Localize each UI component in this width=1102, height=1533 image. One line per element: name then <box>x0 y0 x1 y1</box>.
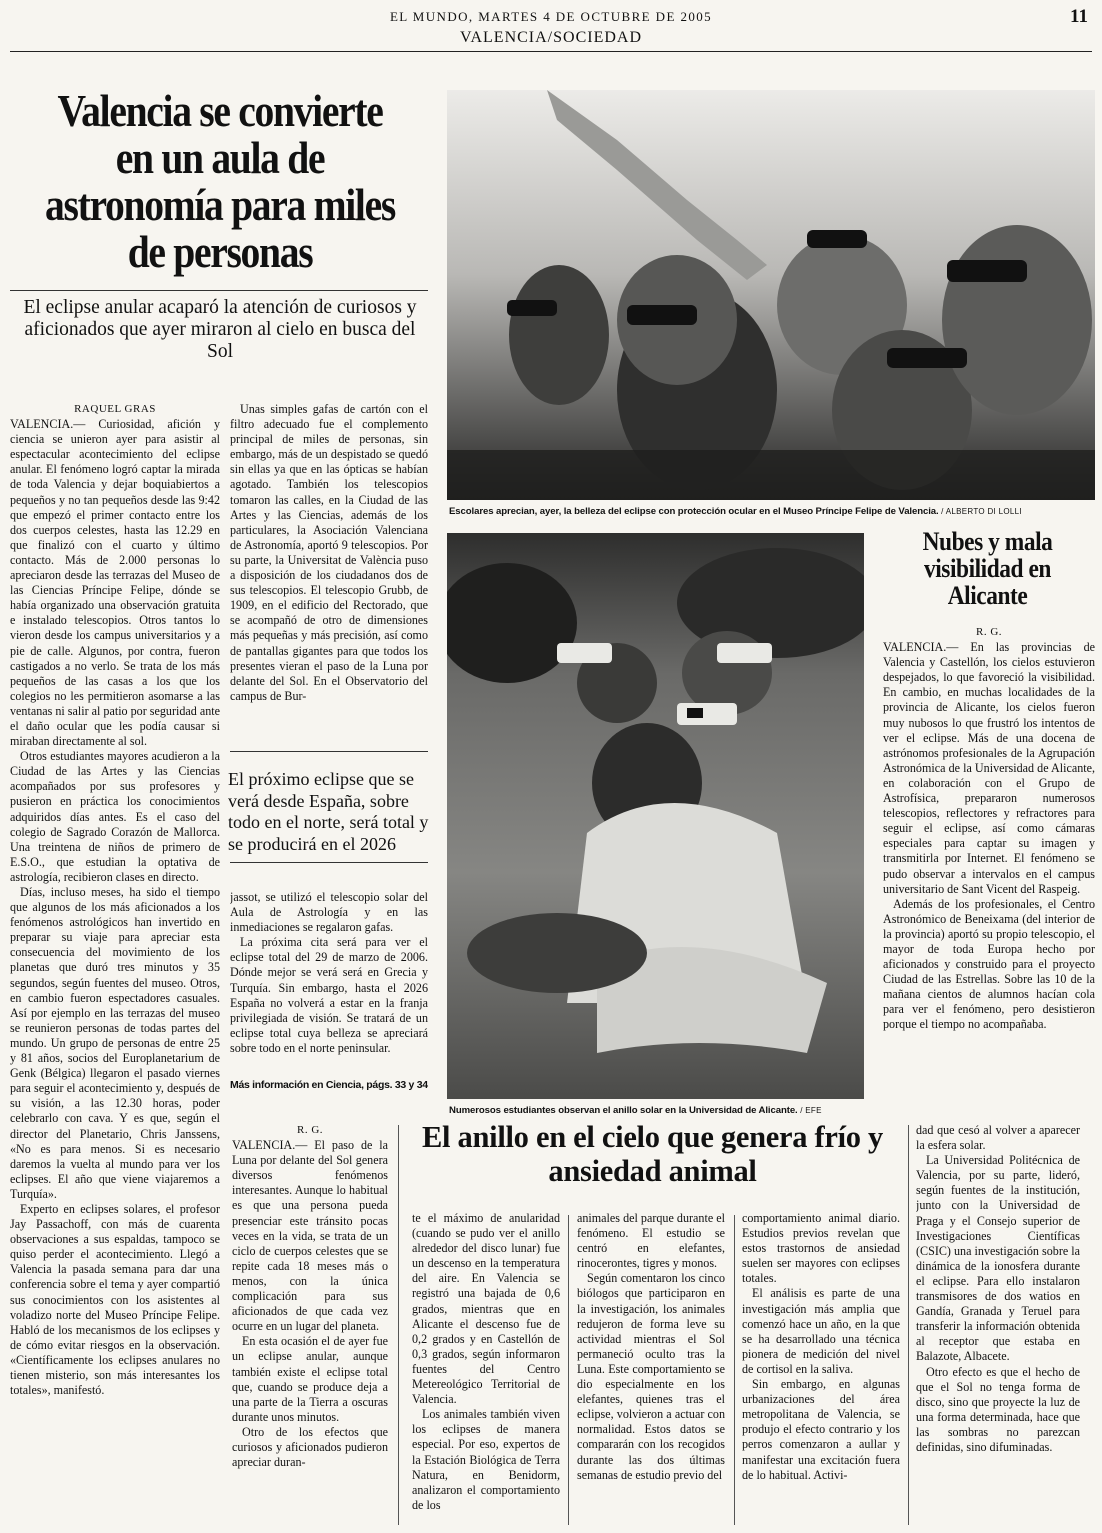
photo-1-caption <box>449 506 1099 517</box>
photo-schoolchildren-eclipse-glasses <box>447 90 1095 500</box>
bottom-article-column-3 <box>577 1211 725 1528</box>
main-article-column-2 <box>230 402 428 740</box>
main-article-byline: RAQUEL GRAS <box>74 403 156 415</box>
photo-students-alicante <box>447 533 864 1099</box>
article-paragraph: Otro de los efectos que curiosos y aficionados pudieron apreciar duran- <box>232 1424 388 1470</box>
article-paragraph: Los animales también viven los eclipses de manera especial. Por eso, expertos de la Estación Biológica de Terra Natura, en Benidorm, analizaron el comportamiento de los <box>412 1407 560 1512</box>
main-article-column-2-continued <box>230 890 428 1090</box>
bottom-article-byline: R. G. <box>296 1124 324 1136</box>
more-info-reference: Más información en Ciencia, págs. 33 y 34 <box>230 1079 428 1091</box>
photo-2-credit: / EFE <box>800 1106 822 1115</box>
article-paragraph: Según comentaron los cinco biólogos que participaron en la investigación, los animales redujeron de forma leve su actividad mientras el Sol permaneció oculto tras la Luna. Este comportamiento se dio especialmente en los elefantes, quienes tras el eclipse, volvieron a actuar con normalidad. Estos datos se compararán con los recogidos durante las dos últimas semanas de estudio previo del <box>577 1271 725 1482</box>
photo-1-caption-text: Escolares aprecian, ayer, la belleza del eclipse con protección ocular en el Museo Príncipe Felipe de Valencia. <box>449 506 939 517</box>
article-paragraph: Otros estudiantes mayores acudieron a la Ciudad de las Artes y las Ciencias acompañados por sus profesores y pusieron en práctica los conocimientos adquiridos días antes. Es el caso del colegio de Sagrado Corazón de Mallorca. Una treintena de niños de primero de E.S.O., que estudian la optativa de astrología, recibieron clases en directo. <box>10 749 220 884</box>
column-divider <box>908 1125 909 1525</box>
column-divider <box>568 1215 569 1525</box>
main-subheadline: El eclipse anular acaparó la atención de curiosos y aficionados que ayer miraron al cielo en busca del Sol <box>23 297 417 362</box>
section-name: VALENCIA/SOCIEDAD <box>459 29 643 46</box>
bottom-article-column-5 <box>916 1123 1080 1528</box>
article-paragraph: jassot, se utilizó el telescopio solar del Aula de Astrología y en las inmediaciones se regalaron gafas. <box>230 890 428 935</box>
side-article-body <box>883 625 1095 1095</box>
article-paragraph: animales del parque durante el fenómeno. El estudio se centró en elefantes, rinocerontes, tigres y monos. <box>577 1211 725 1271</box>
article-paragraph: Experto en eclipses solares, el profesor Jay Passachoff, con más de cuarenta observaciones a sus espaldas, tampoco se quiso perder el acontecimiento. Llegó a Valencia la pasada semana para dar una conferencia sobre el tema y ayer compartió sus conocimientos con los asistentes al voladizo norte del Museo Príncipe Felipe. Habló de los mecanismos de los eclipses y de cómo evitar riesgos en la observación. «Científicamente los eclipses anulares no tienen misterio, son más interesantes los totales», manifestó. <box>10 1201 220 1398</box>
article-paragraph: Además de los profesionales, el Centro Astronómico de Beneixama (del interior de la provincia) aportó su propio telescopio, el mayor de toda Europa hecho por aficionados y construido para el proyecto Ciudad de las Estrellas. Sobre las 10 de la mañana cientos de alumnos hacían cola para ver el fenómeno, pero desistieron porque el tiempo no acompañaba. <box>883 896 1095 1032</box>
photo-2-illustration <box>447 533 864 1099</box>
photo-2-caption <box>449 1105 869 1116</box>
headline-divider <box>10 290 428 291</box>
article-paragraph: VALENCIA.— En las provincias de Valencia y Castellón, los cielos estuvieron despejados, lo que favoreció la visibilidad. En cambio, en muchas localidades de la provincia de Alicante, los cielos fueron muy nubosos lo que frustró los intentos de ver el eclipse. Más de una docena de astrónomos profesionales de la Agrupación Astronómica de la Universidad de Alicante, en colaboración con el Grupo de Astrofísica, prepararon numerosos telescopios, reflectores y refractores para seguir el eclipse, así como cámaras especiales para captar su imagen y transmitirla por Internet. El fenómeno se pudo observar a intervalos en el campus universitario de Sant Vicent del Raspeig. <box>883 640 1095 896</box>
header-divider <box>10 51 1092 52</box>
article-paragraph: VALENCIA.— El paso de la Luna por delante del Sol genera diversos fenómenos interesantes. Aunque lo habitual es que una persona pueda presenciar este tránsito pocas veces en la vida, se trata de un ciclo de cuerpos celestes que se repite cada 18 meses más o menos, con la única complicación para sus aficionados de que cada vez ocurre en un lugar del planeta. <box>232 1138 388 1334</box>
column-divider <box>398 1125 399 1525</box>
pullquote-rule-top <box>230 751 428 752</box>
bottom-article-column-4 <box>742 1211 900 1528</box>
article-paragraph: Sin embargo, en algunas urbanizaciones del área metropolitana de Valencia, se produjo el efecto contrario y los perros comenzaron a aullar y manifestar una excitación fuera de lo habitual. Activi- <box>742 1377 900 1482</box>
newspaper-date-line: EL MUNDO, MARTES 4 DE OCTUBRE DE 2005 <box>389 9 713 24</box>
article-paragraph: Días, incluso meses, ha sido el tiempo que algunos de los más aficionados a los fenómenos astrológicos han invertido en preparar su viaje para apreciar esta consecuencia del movimiento de los planetas que duró tres minutos y 35 segundos, según fuentes del museo. Otros, en cambio fueron espectadores casuales. Así por ejemplo en las terrazas del museo se reunieron personas de todas partes del mundo. Un grupo de personas de entre 25 y 81 años, socios del Europlanetarium de Genk (Bélgica) llegaron el pasado viernes para seguir el acontecimiento y, después de su visión, a las 12.30 horas, poder celebrarlo con cava. Y es que, según el director del Planetario, Chris Janssens, «No es para menos. Si es necesario daremos la vuelta al mundo para ver los eclipses. El año que viene viajaremos a Turquía». <box>10 885 220 1201</box>
page-number: 11 <box>1070 6 1088 27</box>
article-paragraph: comportamiento animal diario. Estudios previos revelan que estos trastornos de ansiedad suelen ser mayores con eclipses totales. <box>742 1211 900 1286</box>
bottom-article-column-2 <box>412 1211 560 1528</box>
main-article-column-1 <box>10 402 220 1527</box>
bottom-article-column-1 <box>232 1123 388 1528</box>
photo-2-caption-text: Numerosos estudiantes observan el anillo solar en la Universidad de Alicante. <box>449 1105 798 1116</box>
article-paragraph: El análisis es parte de una investigación más amplia que comenzó hace un año, en la que se ha desarrollado una técnica pionera de medición del nivel de cortisol en la saliva. <box>742 1286 900 1376</box>
article-paragraph: Otro efecto es que el hecho de que el Sol no tenga forma de disco, sino que proyecte la luz de una forma determinada, hace que las sombras no parezcan definidas, sino difuminadas. <box>916 1364 1080 1454</box>
photo-1-illustration <box>447 90 1095 500</box>
photo-1-credit: / ALBERTO DI LOLLI <box>941 507 1022 516</box>
bottom-article-headline: El anillo en el cielo que genera frío y ansiedad animal <box>422 1120 883 1188</box>
article-paragraph: Unas simples gafas de cartón con el filtro adecuado fue el complemento principal de miles de personas, sin embargo, más de un despistado se quedó sin ellas ya que en las ópticas se habían agotado. También los telescopios tomaron las calles, en la Ciudad de las Artes y las Ciencias, además de los particulares, la Asociación Valenciana de Astronomía, aportó 9 telescopios. Por su parte, la Universitat de València puso a disposición de los ciudadanos dos de sus telescopios. El telescopio Grubb, de 1909, en el edificio del Rectorado, que se acompañó de otro de dimensiones más pequeñas y más precisión, así como de pantallas gigantes para que todos los presentes vieran el paso de la Luna por delante del Sol. En el Observatorio del campus de Bur- <box>230 402 428 703</box>
column-divider <box>734 1215 735 1525</box>
article-paragraph: La Universidad Politécnica de Valencia, por su parte, lideró, según fuentes de la institución, junto con la Universidad de Praga y el Consejo superior de Investigaciones Científicas (CSIC) una investigación sobre la dinámica de la ionosfera durante el eclipse. Para ello instalaron transmisores de dos watios en Gandía, Granada y Teruel para transferir la información obtenida al receptor que estaba en Balazote, Albacete. <box>916 1153 1080 1364</box>
main-headline: Valencia se convierte en un aula de astronomía para miles de personas <box>45 86 395 277</box>
side-article-byline: R. G. <box>975 626 1003 638</box>
article-paragraph: La próxima cita será para ver el eclipse total del 29 de marzo de 2006. Dónde mejor se verá será en Grecia y Turquía. Sin embargo, hasta el 2026 España no volverá a estar en la franja privilegiada de visión. Se tratará de un eclipse total cuya belleza se apreciará sobre todo en el norte peninsular. <box>230 935 428 1055</box>
article-paragraph: te el máximo de anularidad (cuando se pudo ver el anillo alrededor del disco lunar) fue un descenso en la temperatura del aire. En Valencia se registró una bajada de 0,6 grados, mientras que en Alicante el descenso fue de 0,2 grados y en Castellón de 0,3 grados, según informaron fuentes del Centro Metereológico Territorial de Valencia. <box>412 1211 560 1407</box>
article-paragraph: En esta ocasión el de ayer fue un eclipse anular, aunque también existe el eclipse total que, cuando se produce deja a una parte de la Tierra a oscuras durante unos minutos. <box>232 1334 388 1424</box>
article-paragraph: VALENCIA.— Curiosidad, afición y ciencia se unieron ayer para asistir al espectacular acontecimiento del eclipse anular. El fenómeno logró captar la mirada de toda Valencia y dejar boquiabiertos a pequeños y no tan pequeños desde las 9:42 que empezó el primer contacto entre los dos cuerpos celestes, hasta las 12.29 en que finalizó con el cuarto y último contacto. Más de 2.000 personas lo apreciaron desde las terrazas del Museo de las Ciencias Príncipe Felipe, dónde se había organizado una observación gratuita e instalado telescopios. Otros tantos lo vieron desde los campus universitarios y a pie de calle. Algunos, por contra, fueron castigados a no verlo. Se trata de los más pequeños de las casas a los que los colegios no les permitieron asomarse a las ventanas ni salir al patio por seguridad ante el daño ocular que les podía causar si miraban directamente al sol. <box>10 417 220 749</box>
pullquote-rule-bottom <box>230 862 428 863</box>
article-paragraph: dad que cesó al volver a aparecer la esfera solar. <box>916 1123 1080 1153</box>
side-article-headline: Nubes y mala visibilidad en Alicante <box>922 527 1053 610</box>
pullquote: El próximo eclipse que se verá desde España, sobre todo en el norte, será total y se producirá en el 2026 <box>228 769 429 854</box>
